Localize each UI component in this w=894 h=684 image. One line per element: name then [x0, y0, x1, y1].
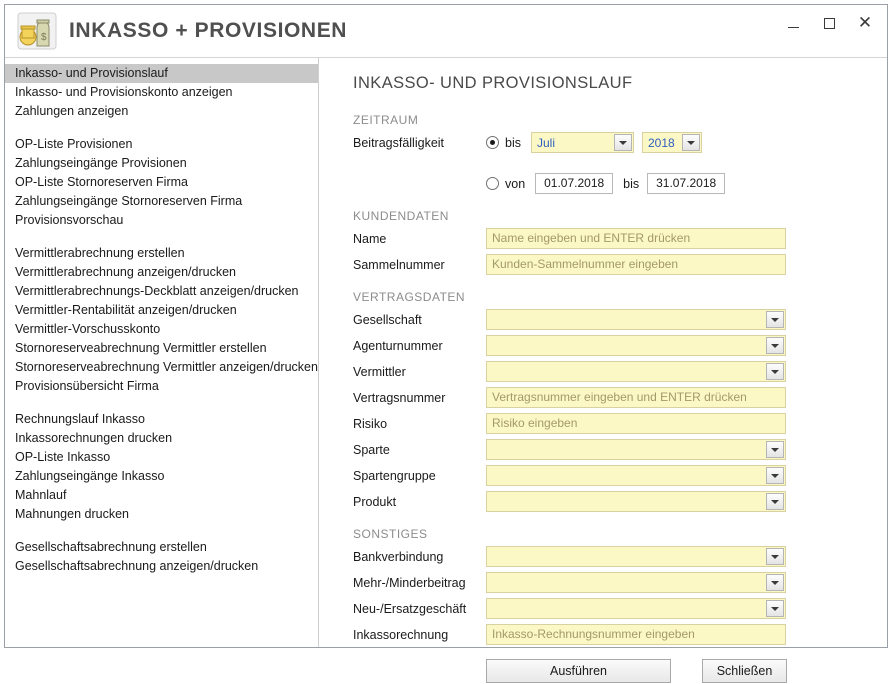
minimize-icon — [788, 27, 799, 28]
sidebar-separator — [5, 230, 318, 244]
sidebar-item-gesellschaftsabrechnung-anzeigen-drucken[interactable]: Gesellschaftsabrechnung anzeigen/drucken — [15, 559, 259, 573]
sidebar-item-inkasso-und-provisionslauf[interactable]: Inkasso- und Provisionslauf — [5, 64, 318, 83]
sidebar-item-zahlungen-anzeigen[interactable]: Zahlungen anzeigen — [15, 104, 129, 118]
spartengruppe-select[interactable] — [486, 465, 786, 486]
radio-bis-label: bis — [505, 135, 521, 150]
label-agenturnummer: Agenturnummer — [353, 338, 443, 353]
chevron-down-icon[interactable] — [766, 311, 784, 328]
row-bankverbindung — [353, 545, 887, 568]
page-title: INKASSO- UND PROVISIONSLAUF — [353, 74, 633, 92]
sidebar-item-op-liste-stornoreserven-firma[interactable]: OP-Liste Stornoreserven Firma — [15, 175, 188, 189]
name-input[interactable]: Name eingeben und ENTER drücken — [486, 228, 786, 249]
sidebar-item-gesellschaftsabrechnung-erstellen[interactable]: Gesellschaftsabrechnung erstellen — [15, 540, 207, 554]
neu-ersatzgeschaeft-select[interactable] — [486, 598, 786, 619]
label-spartengruppe: Spartengruppe — [353, 468, 436, 483]
chevron-down-icon[interactable] — [766, 574, 784, 591]
label-produkt: Produkt — [353, 494, 397, 509]
sidebar-item-mahnlauf[interactable]: Mahnlauf — [15, 488, 67, 502]
sidebar-item-vermittlerabrechnungs-deckblatt[interactable]: Vermittlerabrechnungs-Deckblatt anzeigen/drucken — [15, 284, 299, 298]
sidebar-item-inkasso-und-provisionskonto-anzeigen[interactable]: Inkasso- und Provisionskonto anzeigen — [15, 85, 233, 99]
label-neu-ersatzgeschaeft: Neu-/Ersatzgeschäft — [353, 601, 467, 616]
sammelnummer-input[interactable]: Kunden-Sammelnummer eingeben — [486, 254, 786, 275]
row-gesellschaft — [353, 308, 887, 331]
row-produkt — [353, 490, 887, 513]
close-icon: ✕ — [857, 12, 873, 33]
sidebar-item-provisionsuebersicht-firma[interactable]: Provisionsübersicht Firma — [15, 379, 159, 393]
row-neu-ersatzgeschaeft — [353, 597, 887, 620]
vertragsnummer-input[interactable]: Vertragsnummer eingeben und ENTER drücken — [486, 387, 786, 408]
close-dialog-button[interactable]: Schließen — [702, 659, 787, 683]
main-content — [319, 58, 887, 678]
chevron-down-icon[interactable] — [766, 441, 784, 458]
produkt-select[interactable] — [486, 491, 786, 512]
money-bag-icon — [17, 12, 57, 50]
section-vertragsdaten-label: VERTRAGSDATEN — [353, 290, 466, 304]
risiko-input[interactable]: Risiko eingeben — [486, 413, 786, 434]
month-value: Juli — [536, 135, 555, 150]
label-bis: bis — [623, 176, 640, 191]
window-body — [5, 57, 887, 678]
section-kundendaten-label: KUNDENDATEN — [353, 209, 449, 223]
sidebar-item-rechnungslauf-inkasso[interactable]: Rechnungslauf Inkasso — [15, 412, 145, 426]
row-agenturnummer — [353, 334, 887, 357]
chevron-down-icon[interactable] — [682, 134, 700, 151]
bankverbindung-select[interactable] — [486, 546, 786, 567]
label-bankverbindung: Bankverbindung — [353, 549, 444, 564]
chevron-down-icon[interactable] — [766, 337, 784, 354]
row-spartengruppe — [353, 464, 887, 487]
maximize-icon — [824, 18, 835, 29]
date-from-input[interactable]: 01.07.2018 — [535, 173, 613, 194]
agenturnummer-select[interactable] — [486, 335, 786, 356]
radio-bis[interactable] — [486, 136, 499, 149]
close-button[interactable] — [847, 6, 883, 40]
navigation-sidebar — [5, 58, 319, 647]
button-row — [353, 658, 887, 684]
label-vermittler: Vermittler — [353, 364, 406, 379]
sidebar-separator — [5, 524, 318, 538]
sidebar-item-vermittlerabrechnung-anzeigen-drucken[interactable]: Vermittlerabrechnung anzeigen/drucken — [15, 265, 236, 279]
label-sparte: Sparte — [353, 442, 390, 457]
application-window — [4, 4, 888, 678]
radio-von[interactable] — [486, 177, 499, 190]
year-value: 2018 — [647, 135, 675, 150]
chevron-down-icon[interactable] — [614, 134, 632, 151]
minimize-button[interactable] — [775, 6, 811, 40]
label-mehr-minderbeitrag: Mehr-/Minderbeitrag — [353, 575, 466, 590]
chevron-down-icon[interactable] — [766, 493, 784, 510]
window-title: INKASSO + PROVISIONEN — [69, 19, 348, 42]
row-risiko — [353, 412, 887, 435]
title-bar — [5, 5, 887, 57]
row-inkassorechnung — [353, 623, 887, 646]
maximize-button[interactable] — [811, 6, 847, 40]
label-sammelnummer: Sammelnummer — [353, 257, 445, 272]
row-mehr-minderbeitrag — [353, 571, 887, 594]
row-beitragsfaelligkeit — [353, 131, 887, 154]
chevron-down-icon[interactable] — [766, 467, 784, 484]
month-select[interactable] — [531, 132, 634, 153]
chevron-down-icon[interactable] — [766, 548, 784, 565]
sidebar-item-stornoreserveabrechnung-anzeigen-drucken[interactable]: Stornoreserveabrechnung Vermittler anzeigen/drucken — [15, 360, 318, 374]
sidebar-item-zahlungseingaenge-provisionen[interactable]: Zahlungseingänge Provisionen — [15, 156, 187, 170]
sidebar-item-inkassorechnungen-drucken[interactable]: Inkassorechnungen drucken — [15, 431, 173, 445]
row-vertragsnummer — [353, 386, 887, 409]
label-risiko: Risiko — [353, 416, 388, 431]
sidebar-item-provisionsvorschau[interactable]: Provisionsvorschau — [15, 213, 124, 227]
sidebar-item-zahlungseingaenge-inkasso[interactable]: Zahlungseingänge Inkasso — [15, 469, 165, 483]
date-to-input[interactable]: 31.07.2018 — [647, 173, 725, 194]
mehr-minderbeitrag-select[interactable] — [486, 572, 786, 593]
gesellschaft-select[interactable] — [486, 309, 786, 330]
svg-text:$: $ — [41, 32, 47, 43]
sidebar-item-op-liste-inkasso[interactable]: OP-Liste Inkasso — [15, 450, 111, 464]
year-select[interactable] — [642, 132, 702, 153]
row-name — [353, 227, 887, 250]
label-name: Name — [353, 231, 387, 246]
sidebar-item-op-liste-provisionen[interactable]: OP-Liste Provisionen — [15, 137, 133, 151]
sidebar-item-zahlungseingaenge-stornoreserven-firma[interactable]: Zahlungseingänge Stornoreserven Firma — [15, 194, 243, 208]
radio-von-label: von — [505, 176, 526, 191]
label-gesellschaft: Gesellschaft — [353, 312, 422, 327]
row-vermittler — [353, 360, 887, 383]
execute-button[interactable]: Ausführen — [486, 659, 671, 683]
section-sonstiges-label: SONSTIGES — [353, 527, 428, 541]
label-inkassorechnung: Inkassorechnung — [353, 627, 449, 642]
inkassorechnung-input[interactable]: Inkasso-Rechnungsnummer eingeben — [486, 624, 786, 645]
chevron-down-icon[interactable] — [766, 363, 784, 380]
sparte-select[interactable] — [486, 439, 786, 460]
sidebar-item-vermittlerabrechnung-erstellen[interactable]: Vermittlerabrechnung erstellen — [15, 246, 185, 260]
sidebar-item-vermittler-vorschusskonto[interactable]: Vermittler-Vorschusskonto — [15, 322, 161, 336]
sidebar-item-vermittler-rentabilitaet[interactable]: Vermittler-Rentabilität anzeigen/drucken — [15, 303, 237, 317]
row-von-bis — [353, 172, 887, 195]
sidebar-item-mahnungen-drucken[interactable]: Mahnungen drucken — [15, 507, 129, 521]
label-beitragsfaelligkeit: Beitragsfälligkeit — [353, 135, 445, 150]
label-vertragsnummer: Vertragsnummer — [353, 390, 446, 405]
sidebar-separator — [5, 121, 318, 135]
row-sparte — [353, 438, 887, 461]
window-controls — [775, 5, 883, 41]
vermittler-select[interactable] — [486, 361, 786, 382]
chevron-down-icon[interactable] — [766, 600, 784, 617]
sidebar-separator — [5, 396, 318, 410]
row-sammelnummer — [353, 253, 887, 276]
sidebar-item-stornoreserveabrechnung-erstellen[interactable]: Stornoreserveabrechnung Vermittler erstellen — [15, 341, 267, 355]
section-zeitraum-label: ZEITRAUM — [353, 113, 419, 127]
